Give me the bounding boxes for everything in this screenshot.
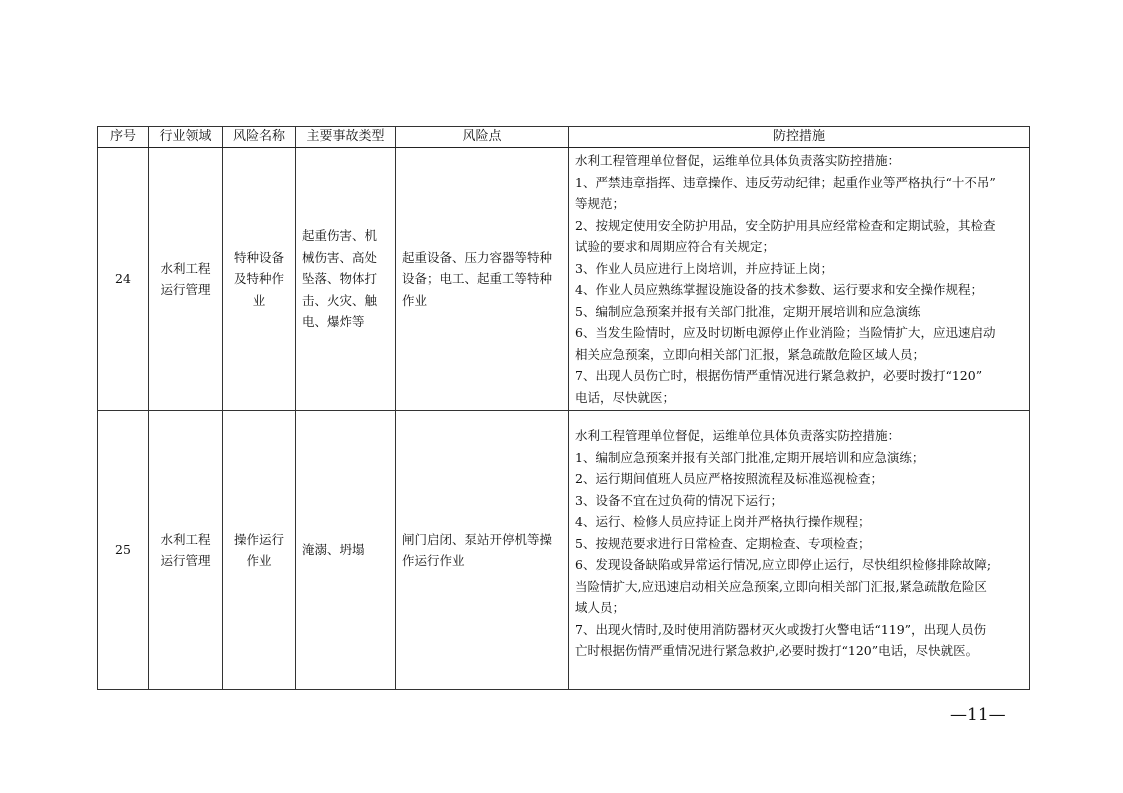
measure-line: 4、运行、检修人员应持证上岗并严格执行操作规程； [575, 514, 871, 529]
measure-line: 当险情扩大,应迅速启动相关应急预案,立即向相关部门汇报,紧急疏散危险区 [575, 578, 987, 594]
cell-accident-types: 淹溺、坍塌 [296, 411, 396, 690]
table-row [98, 411, 1030, 690]
measure-line: 7、出现人员伤亡时，根据伤情严重情况进行紧急救护，必要时拨打“120” [575, 368, 983, 383]
measure-line: 电话，尽快就医； [575, 389, 676, 405]
cell-control-measures [569, 411, 1030, 690]
measure-line: 5、编制应急预案并报有关部门批准，定期开展培训和应急演练 [575, 303, 921, 319]
cell-serial-number: 25 [98, 411, 149, 690]
header-risk-point: 风险点 [396, 127, 569, 148]
header-accident-types: 主要事故类型 [296, 127, 396, 148]
header-industry: 行业领域 [149, 127, 223, 148]
measure-line: 6、发现设备缺陷或异常运行情况,应立即停止运行，尽快组织检修排除故障; [575, 557, 992, 572]
measure-line: 5、按规范要求进行日常检查、定期检查、专项检查； [575, 535, 871, 551]
cell-control-measures [569, 148, 1030, 411]
risk-control-table [97, 126, 1030, 690]
measure-line: 等规范； [575, 196, 626, 211]
cell-serial-number: 24 [98, 148, 149, 411]
cell-risk-name: 操作运行作业 [223, 411, 296, 690]
measure-line: 1、严禁违章指挥、违章操作、违反劳动纪律；起重作业等严格执行“十不吊” [575, 174, 996, 190]
measure-line: 3、作业人员应进行上岗培训，并应持证上岗； [575, 260, 833, 276]
measure-line: 水利工程管理单位督促，运维单位具体负责落实防控措施： [575, 428, 901, 443]
cell-industry: 水利工程运行管理 [149, 411, 223, 690]
measure-line: 6、当发生险情时，应及时切断电源停止作业消险；当险情扩大，应迅速启动 [575, 325, 996, 340]
measure-line: 2、运行期间值班人员应严格按照流程及标准巡视检查； [575, 471, 883, 486]
measure-line: 2、按规定使用安全防护用品，安全防护用具应经常检查和定期试验，其检查 [575, 217, 996, 233]
table-row [98, 148, 1030, 411]
measure-line: 域人员； [575, 600, 626, 615]
table-header-row [98, 127, 1030, 148]
cell-accident-types: 起重伤害、机械伤害、高处坠落、物体打击、火灾、触电、爆炸等 [296, 148, 396, 411]
header-risk-name: 风险名称 [223, 127, 296, 148]
measure-line: 试验的要求和周期应符合有关规定； [575, 239, 776, 254]
measure-line: 1、编制应急预案并报有关部门批准,定期开展培训和应急演练； [575, 449, 925, 465]
cell-risk-point: 闸门启闭、泵站开停机等操作运行作业 [396, 411, 569, 690]
measure-line: 3、设备不宜在过负荷的情况下运行； [575, 492, 783, 508]
cell-risk-name: 特种设备及特种作业 [223, 148, 296, 411]
header-control-measures: 防控措施 [569, 127, 1030, 148]
header-serial-number: 序号 [98, 127, 149, 148]
page-number: —11— [950, 705, 1006, 725]
measure-line: 水利工程管理单位督促，运维单位具体负责落实防控措施： [575, 153, 901, 168]
measure-line: 4、作业人员应熟练掌握设施设备的技术参数、运行要求和安全操作规程； [575, 282, 983, 297]
measure-line: 相关应急预案，立即向相关部门汇报，紧急疏散危险区域人员； [575, 346, 926, 362]
measure-line: 亡时根据伤情严重情况进行紧急救护,必要时拨打“120”电话，尽快就医。 [575, 643, 979, 658]
measure-line: 7、出现火情时,及时使用消防器材灭火或拨打火警电话“119”，出现人员伤 [575, 621, 987, 637]
cell-risk-point: 起重设备、压力容器等特种设备；电工、起重工等特种作业 [396, 148, 569, 411]
cell-industry: 水利工程运行管理 [149, 148, 223, 411]
